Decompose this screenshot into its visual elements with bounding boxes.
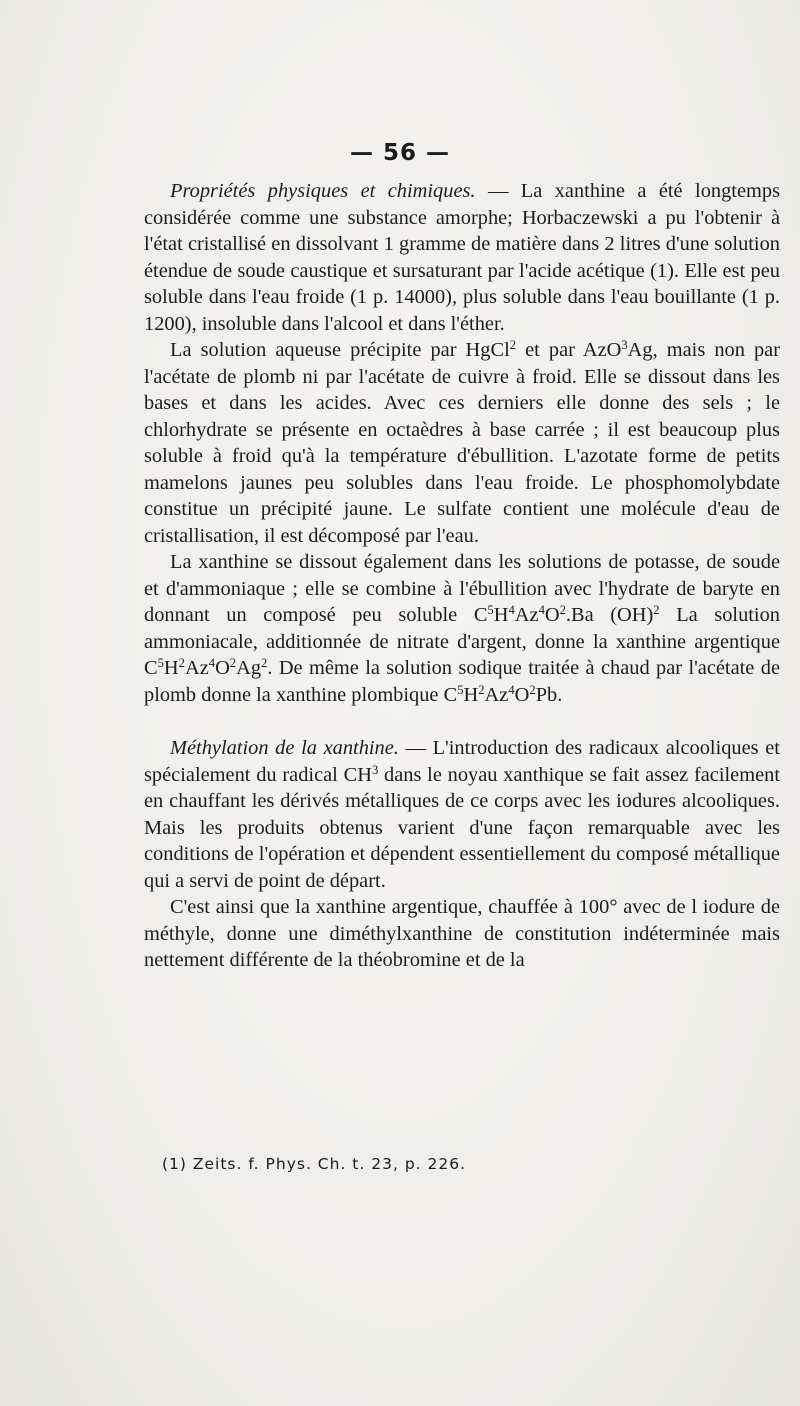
superscript: 2 — [529, 682, 536, 697]
text-segment: Az — [184, 657, 209, 679]
text-segment: . De même la solution sodique traitée à chaud par l'acétate de plomb donne la xanthine plombique C — [144, 657, 780, 706]
paragraph-text: C'est ainsi que la xanthine argentique, chauffée à 100° avec de l iodure de méthyle, donne une diméthylxanthine de constitution indéterminée mais nettement différente de la théobromine et de la — [144, 896, 780, 971]
superscript: 5 — [457, 682, 464, 697]
paragraph-solution — [144, 337, 780, 549]
superscript: 4 — [538, 603, 545, 618]
text-segment: La xanthine se dissout également dans les solutions de potasse, de soude et d'ammoniaque ; elle se combine à l'ébullition avec l'hydrate de baryte en donnant un composé peu soluble C — [144, 551, 780, 626]
superscript: 2 — [478, 682, 485, 697]
text-segment: — L'introduction des radicaux alcooliques et spécialement du radical CH — [144, 737, 780, 786]
superscript: 3 — [371, 762, 379, 777]
page-number: — 56 — — [349, 140, 451, 166]
superscript: 2 — [178, 656, 185, 671]
section-heading-methylation: Méthylation de la xanthine. — [170, 737, 399, 759]
text-segment: et par AzO — [516, 339, 622, 361]
text-segment: Az — [484, 683, 509, 706]
paragraph-argentique — [144, 894, 780, 974]
text-segment: H — [163, 657, 179, 679]
text-segment: Pb. — [535, 683, 563, 706]
superscript: 2 — [653, 603, 660, 618]
text-segment: O — [215, 657, 230, 679]
superscript: 2 — [559, 603, 566, 618]
superscript: 5 — [487, 603, 494, 618]
footnote: (1) Zeits. f. Phys. Ch. t. 23, p. 226. — [162, 1155, 467, 1173]
superscript: 4 — [508, 603, 515, 618]
section-heading-properties: Propriétés physiques et chimiques. — [170, 180, 476, 202]
text-segment: La solution aqueuse précipite par HgCl — [170, 339, 510, 361]
text-segment: H — [493, 604, 509, 626]
body-text — [144, 178, 780, 974]
superscript: 4 — [508, 682, 515, 697]
superscript: 2 — [509, 338, 517, 353]
paragraph-dissolution — [144, 549, 780, 708]
text-segment: H — [463, 683, 479, 706]
text-segment: O — [544, 604, 560, 626]
text-segment: Ag — [236, 657, 262, 679]
superscript: 2 — [229, 656, 237, 671]
text-segment: dans le noyau xanthique se fait assez facilement en chauffant les dérivés métalliques de ce corps avec les iodures alcooliques. Mais les produits obtenus varient d'une façon remarquable avec les conditions de l'opération et dépendent essentiellement du composé métallique qui a servi de point de départ. — [144, 763, 780, 892]
text-segment: Ag, mais non par l'acétate de plomb ni par l'acétate de cuivre à froid. Elle se dissout dans les bases et dans les acides. Avec ces derniers elle donne des sels ; le chlorhydrate se présente en octaèdres à base carrée ; il est beaucoup plus soluble à froid qu'à la température d'ébullition. L'azotate forme de petits mamelons jaunes peu solubles dans l'eau froide. Le phosphomolybdate constitue un précipité jaune. Le sulfate contient une molécule d'eau de cristallisation, il est décomposé par l'eau. — [144, 339, 780, 547]
superscript: 5 — [157, 656, 164, 671]
paragraph-methylation — [144, 735, 780, 894]
paragraph-text: — La xanthine a été longtemps considérée comme une substance amorphe; Horbaczewski a pu l'obtenir à l'état cristallisé en dissolvant 1 gramme de matière dans 2 litres d'une solution étendue de soude caustique et sursaturant par l'acide acétique (1). Elle est peu soluble dans l'eau froide (1 p. 14000), plus soluble dans l'eau bouillante (1 p. 1200), insoluble dans l'alcool et dans l'éther. — [144, 180, 780, 335]
text-segment: La solution ammoniacale, additionnée de nitrate d'argent, donne la xanthine argentique C — [144, 604, 780, 679]
superscript: 4 — [208, 656, 216, 671]
text-segment: Az — [514, 604, 539, 626]
superscript: 3 — [621, 338, 628, 353]
text-segment: O — [514, 683, 530, 706]
superscript: 2 — [261, 656, 268, 671]
text-segment: .Ba (OH) — [565, 604, 654, 626]
paragraph-properties — [144, 178, 780, 337]
